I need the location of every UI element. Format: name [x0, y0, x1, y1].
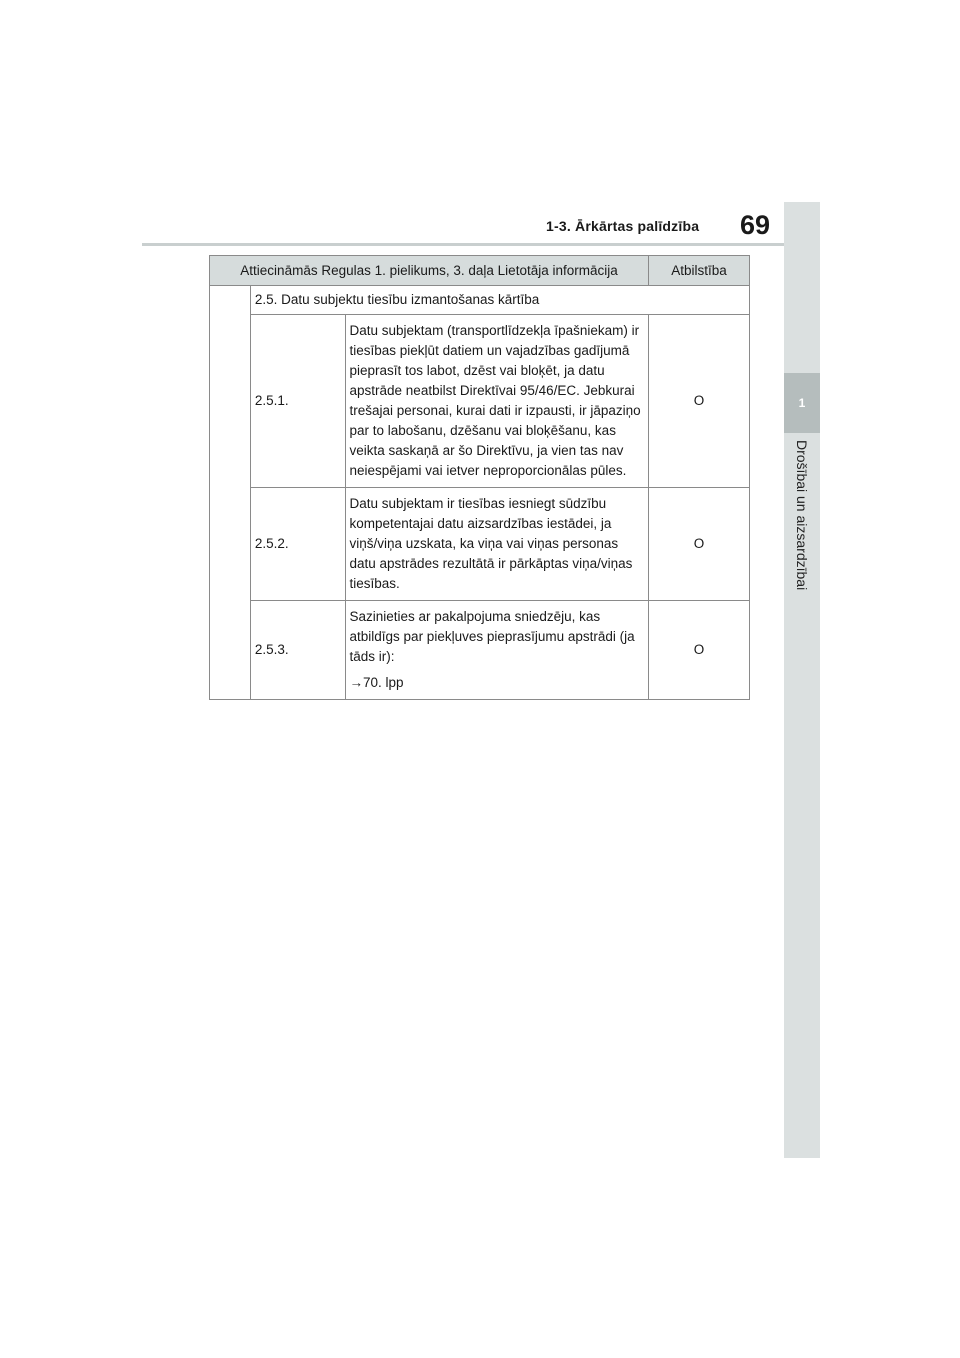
table-subheading-row [210, 286, 750, 315]
table-header-compliance: Atbilstība [649, 256, 750, 286]
table-row [210, 488, 750, 601]
row-compliance: O [649, 601, 750, 700]
table-header-row [210, 256, 750, 286]
row-number: 2.5.3. [250, 601, 345, 700]
header-divider [142, 243, 784, 246]
page-reference-link[interactable]: →70. lpp [349, 675, 404, 690]
chapter-title: Drošībai un aizsardzībai [794, 440, 810, 591]
page-number: 69 [740, 210, 771, 240]
row-number: 2.5.2. [250, 488, 345, 601]
table-row [210, 601, 750, 700]
indent-cell [210, 286, 251, 700]
row-description: Datu subjektam (transportlīdzekļa īpašniekam) ir tiesības piekļūt datiem un vajadzības gadījumā pieprasīt tos labot, dzēst vai bloķēt, ja datu apstrāde neatbilst Direktīvai 95/46/EC. Jebkurai trešajai personai, kurai dati ir izpausti, ir jāpaziņo par to labošanu, dzēšanu vai bloķēšanu, kas veikta saskaņā ar šo Direktīvu, ja vien tas nav neiespējami vai ietver neproporcionālas pūles. [345, 315, 649, 488]
chapter-tab-active[interactable] [784, 373, 820, 433]
chapter-number: 1 [798, 396, 806, 410]
table-row [210, 315, 750, 488]
row-description-cell [345, 601, 649, 700]
table-header-info: Attiecināmās Regulas 1. pielikums, 3. daļa Lietotāja informācija [210, 256, 649, 286]
chapter-side-tab [784, 202, 820, 1158]
row-compliance: O [649, 315, 750, 488]
section-title: 1-3. Ārkārtas palīdzība [546, 218, 700, 234]
row-description: Datu subjektam ir tiesības iesniegt sūdzību kompetentajai datu aizsardzības iestādei, ja viņš/viņa uzskata, ka viņa vai viņas personas datu apstrādes rezultātā ir pārkāptas viņa/viņas tiesības. [345, 488, 649, 601]
row-description: Sazinieties ar pakalpojuma sniedzēju, kas atbildīgs par piekļuves pieprasījumu apstrādi (ja tāds ir): [349, 609, 635, 664]
row-compliance: O [649, 488, 750, 601]
table-subheading: 2.5. Datu subjektu tiesību izmantošanas kārtība [250, 286, 749, 315]
row-number: 2.5.1. [250, 315, 345, 488]
user-information-table [209, 255, 750, 700]
